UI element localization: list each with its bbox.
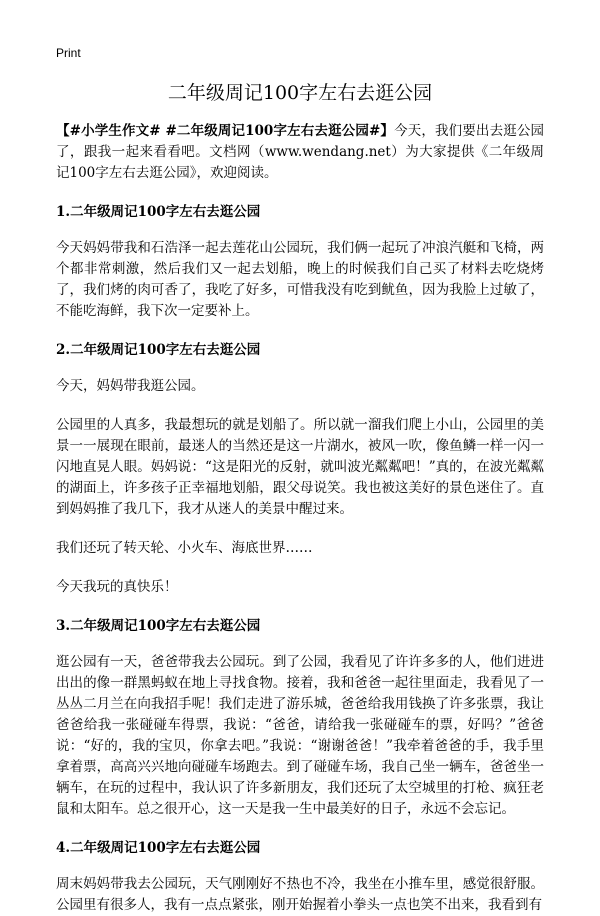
section-1-paragraph-1: 今天妈妈带我和石浩泽一起去莲花山公园玩，我们俩一起玩了冲浪汽艇和飞椅，两个都非常刺激，然后我们又一起去划船，晚上的时候我们自己买了材料去吃烧烤了，我们烤的肉可香了，我吃了好多，可惜我没有吃到鱿鱼，因为我脸上过敏了，不能吃海鲜，我下次一定要补上。 — [56, 240, 544, 319]
section-2-paragraph-3: 我们还玩了转天轮、小火车、海底世界…… — [56, 540, 313, 556]
section-2-paragraph-1: 今天，妈妈带我逛公园。 — [56, 378, 205, 394]
print-label: Print — [56, 46, 81, 60]
section-2-paragraph-2: 公园里的人真多，我最想玩的就是划船了。所以就一溜我们爬上小山，公园里的美景一一展现在眼前，最迷人的当然还是这一片湖水，被风一吹，像鱼鳞一样一闪一闪地直晃人眼。妈妈说：“这是阳光的反射，就叫波光粼粼吧！”真的，在波光粼粼的湖面上，许多孩子正幸福地划船，跟父母说笑。我也被这美好的景色迷住了。直到妈妈推了我几下，我才从迷人的美景中醒过来。 — [56, 417, 544, 517]
section-heading-1: 1.二年级周记100字左右去逛公园 — [56, 204, 261, 220]
section-heading-4: 4.二年级周记100字左右去逛公园 — [56, 840, 261, 856]
section-4-paragraph-1: 周末妈妈带我去公园玩，天气刚刚好不热也不冷，我坐在小推车里，感觉很舒服。公园里有很多人，我有一点点紧张，刚开始握着小拳头一点也笑不出来，我看到有 — [56, 876, 544, 913]
section-heading-3: 3.二年级周记100字左右去逛公园 — [56, 618, 261, 634]
intro-paragraph — [56, 121, 544, 184]
section-heading-2: 2.二年级周记100字左右去逛公园 — [56, 342, 261, 358]
intro-text: 今天，我们要出去逛公园了，跟我一起来看看吧。文档网（www.wendang.net）为大家提供《二年级周记100字左右去逛公园》，欢迎阅读。 — [56, 123, 544, 181]
section-3-paragraph-1: 逛公园有一天，爸爸带我去公园玩。到了公园，我看见了许许多多的人，他们进进出出的像一群黑蚂蚁在地上寻找食物。接着，我和爸爸一起往里面走，我看见了一丛丛二月兰在向我招手呢！我们走进了游乐城，爸爸给我用钱换了许多张票，我让爸爸给我一张碰碰车得票，我说：“爸爸，请给我一张碰碰车的票，好吗？”爸爸说：“好的，我的宝贝，你拿去吧。”我说：“谢谢爸爸！”我牵着爸爸的手，我手里拿着票，高高兴兴地向碰碰车场跑去。到了碰碰车场，我自己坐一辆车，爸爸坐一辆车，在玩的过程中，我认识了许多新朋友，我们还玩了太空城里的打枪、疯狂老鼠和太阳车。总之很开心，这一天是我一生中最美好的日子，永远不会忘记。 — [56, 654, 544, 817]
section-2-paragraph-4: 今天我玩的真快乐！ — [56, 579, 178, 595]
intro-tag: 【#小学生作文# #二年级周记100字左右去逛公园#】 — [56, 123, 395, 139]
document-title: 二年级周记100字左右去逛公园 — [167, 82, 433, 104]
